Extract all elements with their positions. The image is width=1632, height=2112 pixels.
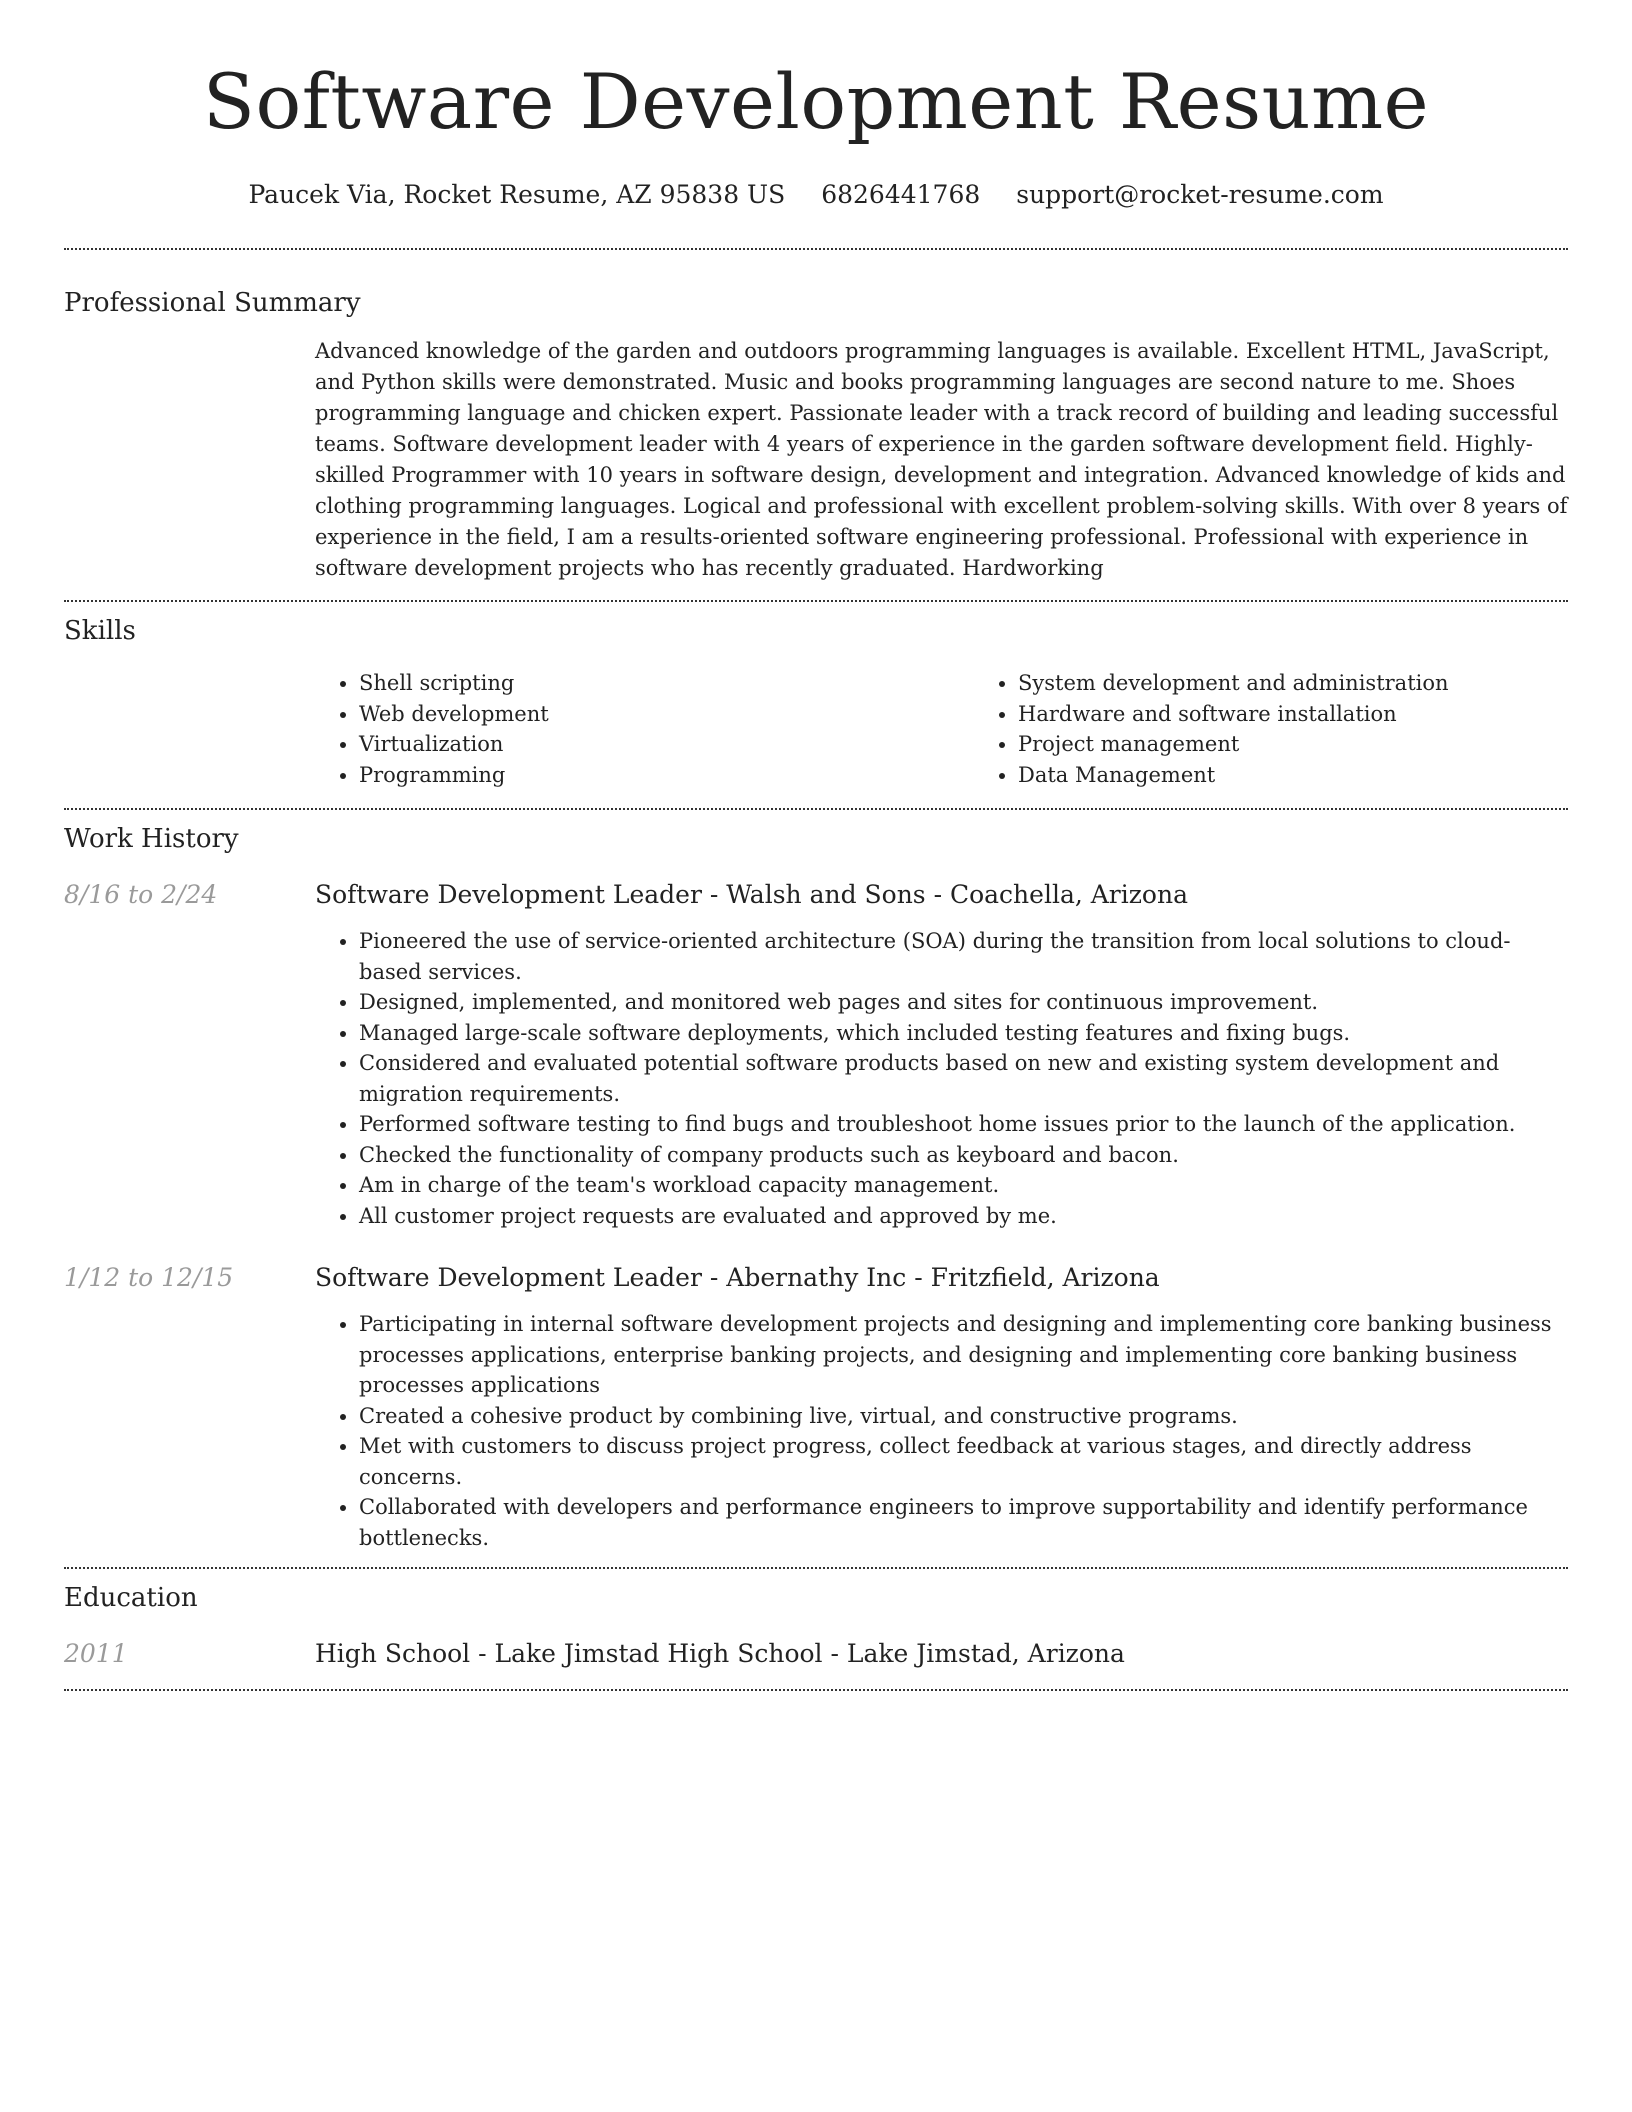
job-title: Software Development Leader - Abernathy Inc - Fritzfield, Arizona [315,1263,1160,1292]
job-duty: • Created a cohesive product by combining live, virtual, and constructive programs. [359,1401,1568,1432]
job-duty: • Met with customers to discuss project progress, collect feedback at various stages, and directly address concerns. [359,1431,1568,1492]
skill-item: • System development and administration [1018,668,1632,699]
skills-section [64,602,1568,790]
contact-address: Paucek Via, Rocket Resume, AZ 95838 US [248,180,786,209]
work-section [64,810,1568,1553]
job-duties [315,926,1568,1231]
education-school: High School - Lake Jimstad High School - Lake Jimstad, Arizona [315,1639,1125,1668]
job-duty: • Performed software testing to find bugs and troubleshoot home issues prior to the launch of the application. [359,1109,1568,1140]
skill-item: • Virtualization [359,729,974,760]
contact-line [64,178,1568,212]
job-duty: • Collaborated with developers and performance engineers to improve supportability and identify performance bottlenecks. [359,1492,1568,1553]
skills-spacer [64,668,315,790]
divider [64,1689,1568,1691]
contact-email: support@rocket-resume.com [1016,180,1384,209]
job-title: Software Development Leader - Walsh and Sons - Coachella, Arizona [315,880,1188,909]
skill-item: • Project management [1018,729,1632,760]
skills-list-right [974,668,1632,790]
education-section [64,1569,1568,1671]
skill-item: • Hardware and software installation [1018,699,1632,730]
education-heading: Education [64,1583,198,1613]
job-entry [64,878,1568,1231]
skills-heading: Skills [64,616,136,646]
summary-heading: Professional Summary [64,288,361,318]
summary-section [64,250,1568,584]
job-dates: 1/12 to 12/15 [64,1263,234,1292]
job-duty: • Considered and evaluated potential software products based on new and existing system development and migration requirements. [359,1048,1568,1109]
summary-spacer [64,336,315,584]
job-duty: • Designed, implemented, and monitored web pages and sites for continuous improvement. [359,987,1568,1018]
job-dates: 8/16 to 2/24 [64,880,218,909]
contact-phone: 6826441768 [821,180,981,209]
education-year: 2011 [64,1639,128,1668]
job-duties [315,1309,1568,1553]
skill-item: • Programming [359,760,974,791]
skill-item: • Data Management [1018,760,1632,791]
job-duty: • Managed large-scale software deployments, which included testing features and fixing bugs. [359,1018,1568,1049]
job-duty: • Am in charge of the team's workload capacity management. [359,1170,1568,1201]
skill-item: • Shell scripting [359,668,974,699]
job-duty: • All customer project requests are evaluated and approved by me. [359,1201,1568,1232]
work-heading: Work History [64,824,239,854]
job-duty: • Checked the functionality of company products such as keyboard and bacon. [359,1140,1568,1171]
skill-item: • Web development [359,699,974,730]
summary-text: Advanced knowledge of the garden and outdoors programming languages is available. Excellent HTML, JavaScript, and Python skills were demonstrated. Music and books programming languages are second nature to me. Shoes programming language and chicken expert. Passionate leader with a track record of building and leading successful teams. Software development leader with 4 years of experience in the garden software development field. Highly-skilled Programmer with 10 years in software design, development and integration. Advanced knowledge of kids and clothing programming languages. Logical and professional with excellent problem-solving skills. With over 8 years of experience in the field, I am a results-oriented software engineering professional. Professional with experience in software development projects who has recently graduated. Hardworking [315,339,1568,580]
resume-title: Software Development Resume [202,57,1430,146]
skills-list-left [315,668,974,790]
job-duty: • Pioneered the use of service-oriented architecture (SOA) during the transition from local solutions to cloud-based services. [359,926,1568,987]
education-entry [64,1637,1568,1671]
job-entry [64,1261,1568,1553]
job-duty: • Participating in internal software development projects and designing and implementing core banking business processes applications, enterprise banking projects, and designing and implementing core banking business processes applications [359,1309,1568,1401]
